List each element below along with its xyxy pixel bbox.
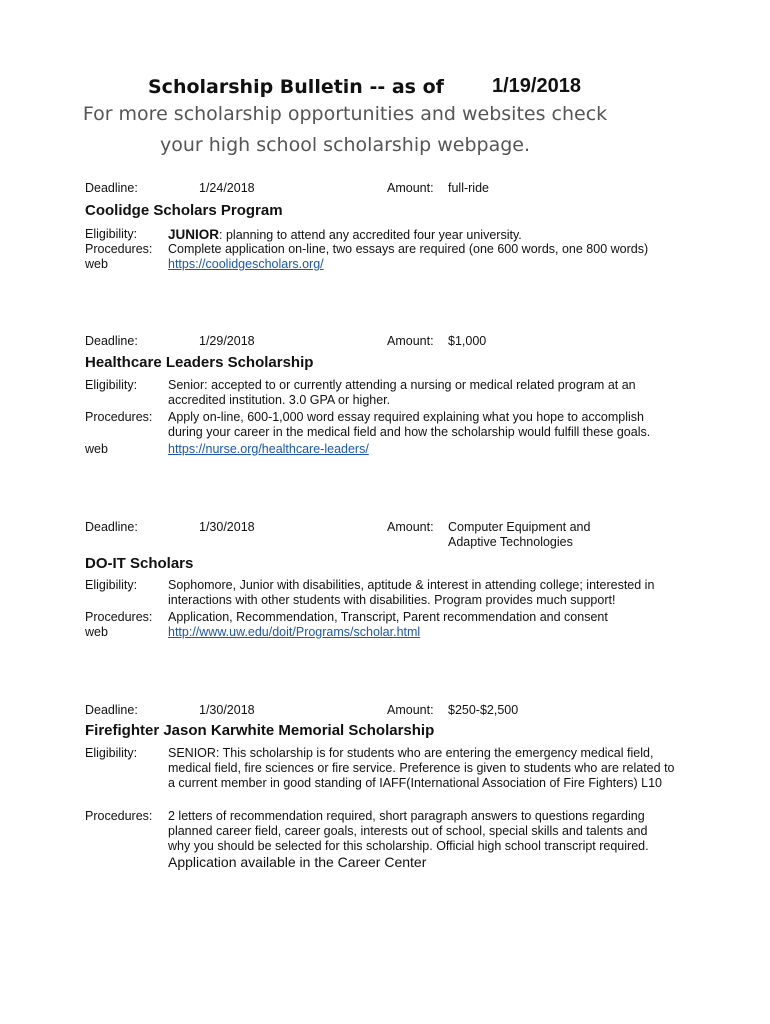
- scholarship-link[interactable]: https://nurse.org/healthcare-leaders/: [168, 442, 369, 456]
- procedures-line-2: planned career field, career goals, interests out of school, special skills and talents and: [168, 824, 648, 838]
- web-label: web: [85, 625, 108, 639]
- amount-label: Amount:: [387, 703, 434, 717]
- procedures-line-3: why you should be selected for this scholarship. Official high school transcript required.: [168, 839, 649, 853]
- scholarship-name: Healthcare Leaders Scholarship: [85, 354, 314, 371]
- eligibility-line-2: interactions with other students with disabilities. Program provides much support!: [168, 593, 616, 607]
- deadline-value: 1/30/2018: [199, 703, 255, 717]
- amount-value-line-1: Computer Equipment and: [448, 520, 591, 534]
- eligibility-line-2: accredited institution. 3.0 GPA or higher.: [168, 393, 391, 407]
- eligibility-line-1: SENIOR: This scholarship is for students who are entering the emergency medical field,: [168, 746, 654, 760]
- eligibility-line-3: a current member in good standing of IAFF(International Association of Fire Fighters) L10: [168, 776, 662, 790]
- eligibility-text: [168, 227, 522, 242]
- procedures-label: Procedures:: [85, 410, 153, 424]
- eligibility-line-1: Sophomore, Junior with disabilities, aptitude & interest in attending college; interested in: [168, 578, 655, 592]
- eligibility-label: Eligibility:: [85, 227, 138, 241]
- procedures-label: Procedures:: [85, 809, 153, 823]
- deadline-value: 1/24/2018: [199, 181, 255, 195]
- procedures-text: Complete application on-line, two essays are required (one 600 words, one 800 words): [168, 242, 649, 256]
- procedures-line-1: 2 letters of recommendation required, short paragraph answers to questions regarding: [168, 809, 645, 823]
- bulletin-date: 1/19/2018: [492, 75, 581, 97]
- eligibility-line-1: Senior: accepted to or currently attending a nursing or medical related program at an: [168, 378, 636, 392]
- deadline-label: Deadline:: [85, 520, 138, 534]
- scholarship-link[interactable]: https://coolidgescholars.org/: [168, 257, 324, 271]
- procedures-text: Application, Recommendation, Transcript, Parent recommendation and consent: [168, 610, 608, 624]
- eligibility-line-2: medical field, fire sciences or fire service. Preference is given to students who are related to: [168, 761, 675, 775]
- deadline-value: 1/30/2018: [199, 520, 255, 534]
- amount-value: $1,000: [448, 334, 487, 348]
- scholarship-link[interactable]: http://www.uw.edu/doit/Programs/scholar.html: [168, 625, 421, 639]
- eligibility-label: Eligibility:: [85, 746, 138, 760]
- deadline-label: Deadline:: [85, 181, 138, 195]
- scholarship-name: DO-IT Scholars: [85, 555, 194, 572]
- deadline-label: Deadline:: [85, 703, 138, 717]
- procedures-label: Procedures:: [85, 610, 153, 624]
- amount-value: full-ride: [448, 181, 489, 195]
- deadline-value: 1/29/2018: [199, 334, 255, 348]
- procedures-label: Procedures:: [85, 242, 153, 256]
- eligibility-label: Eligibility:: [85, 578, 138, 592]
- amount-value: $250-$2,500: [448, 703, 519, 717]
- web-label: web: [85, 442, 108, 456]
- bulletin-title: Scholarship Bulletin -- as of: [148, 76, 444, 98]
- scholarship-name: Firefighter Jason Karwhite Memorial Scholarship: [85, 722, 435, 739]
- eligibility-grade: JUNIOR: [168, 227, 220, 242]
- eligibility-label: Eligibility:: [85, 378, 138, 392]
- amount-label: Amount:: [387, 181, 434, 195]
- procedures-line-2: during your career in the medical field and how the scholarship would fulfill these goals.: [168, 425, 651, 439]
- procedures-note: Application available in the Career Center: [168, 854, 427, 870]
- subtitle-line-2: your high school scholarship webpage.: [159, 134, 531, 156]
- amount-label: Amount:: [387, 520, 434, 534]
- subtitle-line-1: For more scholarship opportunities and websites check: [82, 103, 608, 125]
- scholarship-name: Coolidge Scholars Program: [85, 202, 283, 219]
- eligibility-rest: : planning to attend any accredited four year university.: [219, 228, 522, 242]
- amount-value-line-2: Adaptive Technologies: [448, 535, 573, 549]
- procedures-line-1: Apply on-line, 600-1,000 word essay required explaining what you hope to accomplish: [168, 410, 644, 424]
- amount-label: Amount:: [387, 334, 434, 348]
- deadline-label: Deadline:: [85, 334, 138, 348]
- web-label: web: [85, 257, 108, 271]
